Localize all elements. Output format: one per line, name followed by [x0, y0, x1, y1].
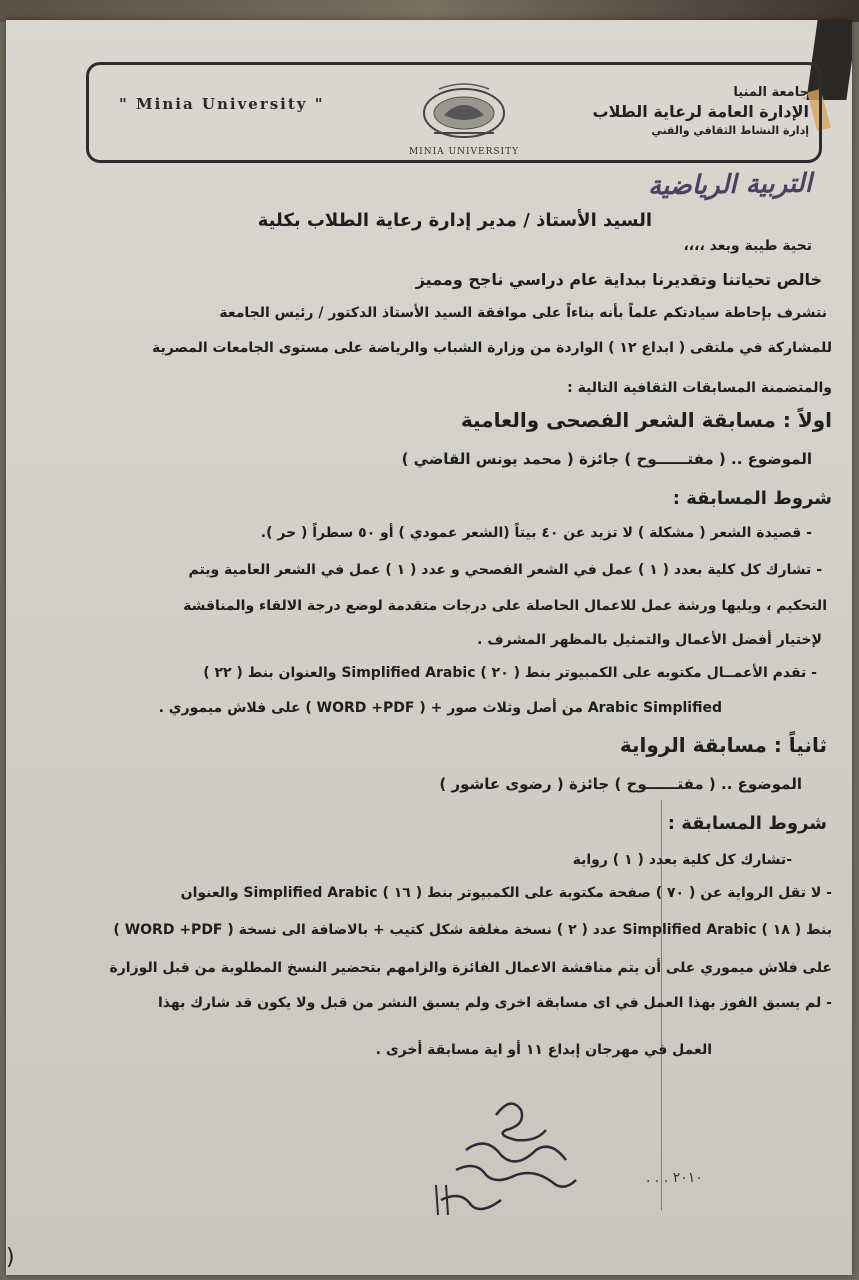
background-top-band: [0, 0, 859, 22]
department-sub: إدارة النشاط الثقافي والفني: [651, 124, 809, 137]
letterhead-arabic: [592, 83, 809, 140]
page-fold-line: [661, 800, 662, 1210]
section-1-condition-3b: Arabic Simplified من أصل وثلاث صور + ( WORD +PDF ) على فلاش ميموري .: [158, 700, 722, 716]
university-logo: [389, 75, 539, 155]
section-2-title: ثانياً : مسابقة الرواية: [619, 733, 827, 757]
section-1-topic: الموضوع .. ( مفتــــــوح ) جائزة ( محمد يونس القاضي ): [401, 450, 812, 468]
document-page: [6, 20, 852, 1275]
university-name-en: " Minia University ": [119, 95, 325, 113]
section-1-condition-2b: التحكيم ، ويليها ورشة عمل للاعمال الحاصلة على درجات متقدمة لوضع درجة الالقاء والمناقشة: [183, 598, 827, 614]
paragraph-line-2: للمشاركة في ملتقى ( ابداع ١٢ ) الواردة من وزارة الشباب والرياضة على مستوى الجامعات المصرية: [151, 340, 832, 356]
university-name-ar: جامعة المنيا: [733, 85, 809, 100]
section-1-condition-1: - قصيدة الشعر ( مشكلة ) لا تزيد عن ٤٠ بيتاً (الشعر عمودي ) أو ٥٠ سطراً ( حر ).: [260, 525, 812, 541]
section-1-conditions-heading: شروط المسابقة :: [672, 488, 832, 509]
greeting-line: خالص تحياتنا وتقديرنا ببداية عام دراسي ناجح ومميز: [415, 270, 822, 289]
margin-handwritten-dots: . . . ٢٠١٠: [646, 1170, 703, 1186]
section-2-condition-2b: بنط ( ١٨ ) Simplified Arabic عدد ( ٢ ) نسخة مغلفة شكل كتيب + بالاضافة الى نسخة ( WORD +PDF ): [113, 922, 832, 938]
section-2-condition-2a: - لا تقل الرواية عن ( ٧٠ ) صفحة مكتوبة على الكمبيوتر بنط ( ١٦ ) Simplified Arabic والعنوان: [180, 885, 832, 901]
section-1-title: اولاً : مسابقة الشعر الفصحى والعامية: [460, 408, 832, 432]
department-main: الإدارة العامة لرعاية الطلاب: [592, 102, 809, 121]
logo-caption: MINIA UNIVERSITY: [408, 147, 520, 157]
addressee-line: السيد الأستاذ / مدير إدارة رعاية الطلاب بكلية: [257, 210, 652, 231]
section-2-condition-3b: العمل في مهرجان إبداع ١١ أو اية مسابقة أخرى .: [375, 1042, 712, 1058]
section-2-condition-1: -تشارك كل كلية بعدد ( ١ ) رواية: [572, 852, 792, 868]
paragraph-line-3: والمتضمنة المسابقات الثقافية التالية :: [567, 380, 832, 396]
paragraph-line-1: نتشرف بإحاطة سيادتكم علماً بأنه بناءاً على موافقة السيد الأستاذ الدكتور / رئيس الجامعة: [219, 305, 827, 321]
handwritten-faculty-note: التربية الرياضية: [647, 168, 813, 202]
section-2-condition-2c: على فلاش ميموري على أن يتم مناقشة الاعمال الفائزة والزامهم بتحضير النسخ المطلوبة من قبل الوزارة: [109, 960, 832, 976]
section-1-condition-2a: - تشارك كل كلية بعدد ( ١ ) عمل في الشعر الفصحي و عدد ( ١ ) عمل في الشعر العامية ويتم: [188, 562, 822, 578]
section-2-topic: الموضوع .. ( مفتــــــوح ) جائزة ( رضوى عاشور ): [439, 775, 802, 793]
section-1-condition-3a: - تقدم الأعمــال مكتوبه على الكمبيوتر بنط ( ٢٠ ) Simplified Arabic والعنوان بنط ( ٢٢ ): [203, 665, 817, 681]
section-2-condition-3a: - لم يسبق الفوز بهذا العمل في اى مسابقة اخرى ولم يسبق النشر من قبل ولا يكون قد شارك بهذا: [157, 995, 832, 1011]
section-1-condition-2c: لإختيار أفضل الأعمال والتمثيل بالمظهر المشرف .: [477, 632, 822, 648]
section-2-conditions-heading: شروط المسابقة :: [667, 813, 827, 834]
handwritten-signature: [426, 1090, 586, 1230]
letterhead-frame: [86, 62, 822, 163]
greeting-short: تحية طيبة وبعد ،،،،: [683, 238, 812, 254]
margin-mark: ): [6, 1245, 15, 1270]
logo-emblem-icon: [389, 75, 539, 145]
